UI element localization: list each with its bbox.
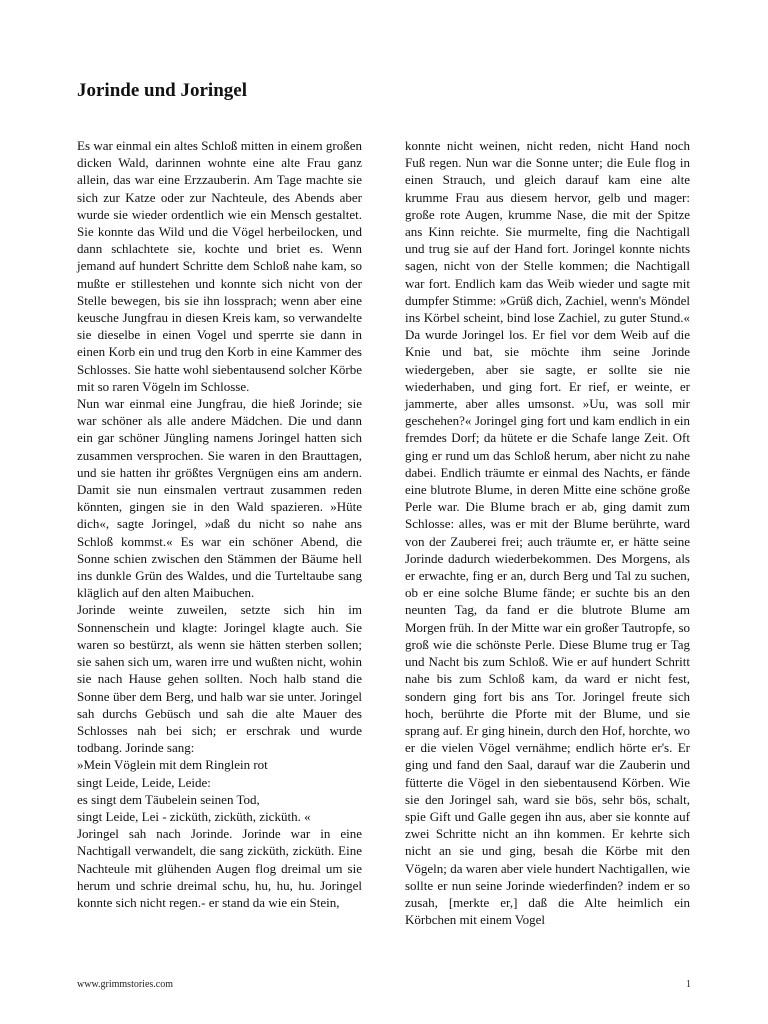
page-title: Jorinde und Joringel [77, 80, 247, 101]
page-number: 1 [686, 979, 691, 990]
verse-line: singt Leide, Leide, Leide: [77, 774, 211, 790]
verse-line: es singt dem Täubelein seinen Tod, [77, 791, 260, 807]
paragraph: Jorinde weinte zuweilen, setzte sich hin im Sonnenschein und klagte: Joringel klagte auch. Sie waren so bestürzt, als wenn sie hätten sterben sollen; sie sahen sich um, waren irre und wußten nicht, wohin sie nach Hause gehen sollten. Noch halb stand die Sonne über dem Berg, und halb war sie unter. Joringel sah durchs Gebüsch und sah die alte Mauer des Schlosses nah bei sich; er erschrak und wurde todbang. Jorinde sang: [77, 602, 362, 756]
text-column-right [405, 137, 690, 928]
paragraph: Nun war einmal eine Jungfrau, die hieß Jorinde; sie war schöner als alle andere Mädchen. Die und dann ein gar schöner Jüngling namens Joringel hatten sich zusammen versprochen. Sie waren in den Brauttagen, und sie hatten ihr größtes Vergnügen eins am andern. Damit sie nun einsmalen vertraut zusammen reden könnten, gingen sie in den Wald spazieren. »Hüte dich«, sagte Joringel, »daß du nicht so nahe ans Schloß kommst.« Es war ein schöner Abend, die Sonne schien zwischen den Stämmen der Bäume hell ins dunkle Grün des Waldes, und die Turteltaube sang kläglich auf den alten Maibuchen. [77, 396, 362, 601]
paragraph: Es war einmal ein altes Schloß mitten in einem großen dicken Wald, darinnen wohnte eine alte Frau ganz allein, das war eine Erzzauberin. Am Tage machte sie sich zur Katze oder zur Nachteule, des Abends aber wurde sie wieder ordentlich wie ein Mensch gestaltet. Sie konnte das Wild und die Vögel herbeilocken, und dann schlachtete sie, kochte und briet es. Wenn jemand auf hundert Schritte dem Schloß nahe kam, so mußte er stillestehen und konnte sich nicht von der Stelle bewegen, bis sie ihn lossprach; wenn aber eine keusche Jungfrau in diesen Kreis kam, so verwandelte sie dieselbe in einen Vogel und sperrte sie dann in einen Korb ein und trug den Korb in eine Kammer des Schlosses. Sie hatte wohl siebentausend solcher Körbe mit so raren Vögeln im Schlosse. [77, 138, 362, 394]
verse-line: singt Leide, Lei - zicküth, zicküth, zicküth. « [77, 808, 311, 824]
footer-website: www.grimmstories.com [77, 979, 174, 990]
verse-block [77, 756, 362, 825]
paragraph: Joringel sah nach Jorinde. Jorinde war in eine Nachtigall verwandelt, die sang zicküth, zicküth. Eine Nachteule mit glühenden Augen flog dreimal um sie herum und schrie dreimal schu, hu, hu, hu. Joringel konnte sich nicht regen.- er stand da wie ein Stein, [77, 826, 362, 910]
paragraph: konnte nicht weinen, nicht reden, nicht Hand noch Fuß regen. Nun war die Sonne unter; die Eule flog in einen Strauch, und gleich darauf kam eine alte krumme Frau aus diesem hervor, gelb und mager: große rote Augen, krumme Nase, die mit der Spitze ans Kinn reichte. Sie murmelte, fing die Nachtigall und trug sie auf der Hand fort. Joringel konnte nichts sagen, nicht von der Stelle kommen; die Nachtigall war fort. Endlich kam das Weib wieder und sagte mit dumpfer Stimme: »Grüß dich, Zachiel, wenn's Möndel ins Körbel scheint, bind lose Zachiel, zu guter Stund.« Da wurde Joringel los. Er fiel vor dem Weib auf die Knie und bat, sie möchte ihm seine Jorinde wiedergeben, aber sie sagte, er sollte sie nie wiederhaben, und ging fort. Er rief, er weinte, er jammerte, aber alles umsonst. »Uu, was soll mir geschehen?« Joringel ging fort und kam endlich in ein fremdes Dorf; da hütete er die Schafe lange Zeit. Oft ging er rund um das Schloß herum, aber nicht zu nahe dabei. Endlich träumte er einmal des Nachts, er fände eine blutrote Blume, in deren Mitte eine schöne große Perle war. Die Blume brach er ab, ging damit zum Schlosse: alles, was er mit der Blume berührte, ward von der Zauberei frei; auch träumte er, er hätte seine Jorinde dadurch wiederbekommen. Des Morgens, als er erwachte, fing er an, durch Berg und Tal zu suchen, ob er eine solche Blume fände; er suchte bis an den neunten Tag, da fand er die blutrote Blume am Morgen früh. In der Mitte war ein großer Tautropfe, so groß wie die schönste Perle. Diese Blume trug er Tag und Nacht bis zum Schloß. Wie er auf hundert Schritt nahe bis zum Schloß kam, da ward er nicht fest, sondern ging fort bis ans Tor. Joringel freute sich hoch, berührte die Pforte mit der Blume, und sie sprang auf. Er ging hinein, durch den Hof, horchte, wo er die vielen Vögel vernähme; endlich hörte er's. Er ging und fand den Saal, darauf war die Zauberin und fütterte die Vögel in den siebentausend Körben. Wie sie den Joringel sah, ward sie bös, sehr bös, schalt, spie Gift und Galle gegen ihn aus, aber sie konnte auf zwei Schritte nicht an ihn kommen. Er kehrte sich nicht an sie und ging, besah die Körbe mit den Vögeln; da waren aber viele hundert Nachtigallen, wie sollte er nun seine Jorinde wiederfinden? indem er so zusah, [merkte er,] daß die Alte heimlich ein Körbchen mit einem Vogel [405, 138, 690, 928]
text-column-left [77, 137, 362, 911]
verse-line: »Mein Vöglein mit dem Ringlein rot [77, 757, 268, 773]
